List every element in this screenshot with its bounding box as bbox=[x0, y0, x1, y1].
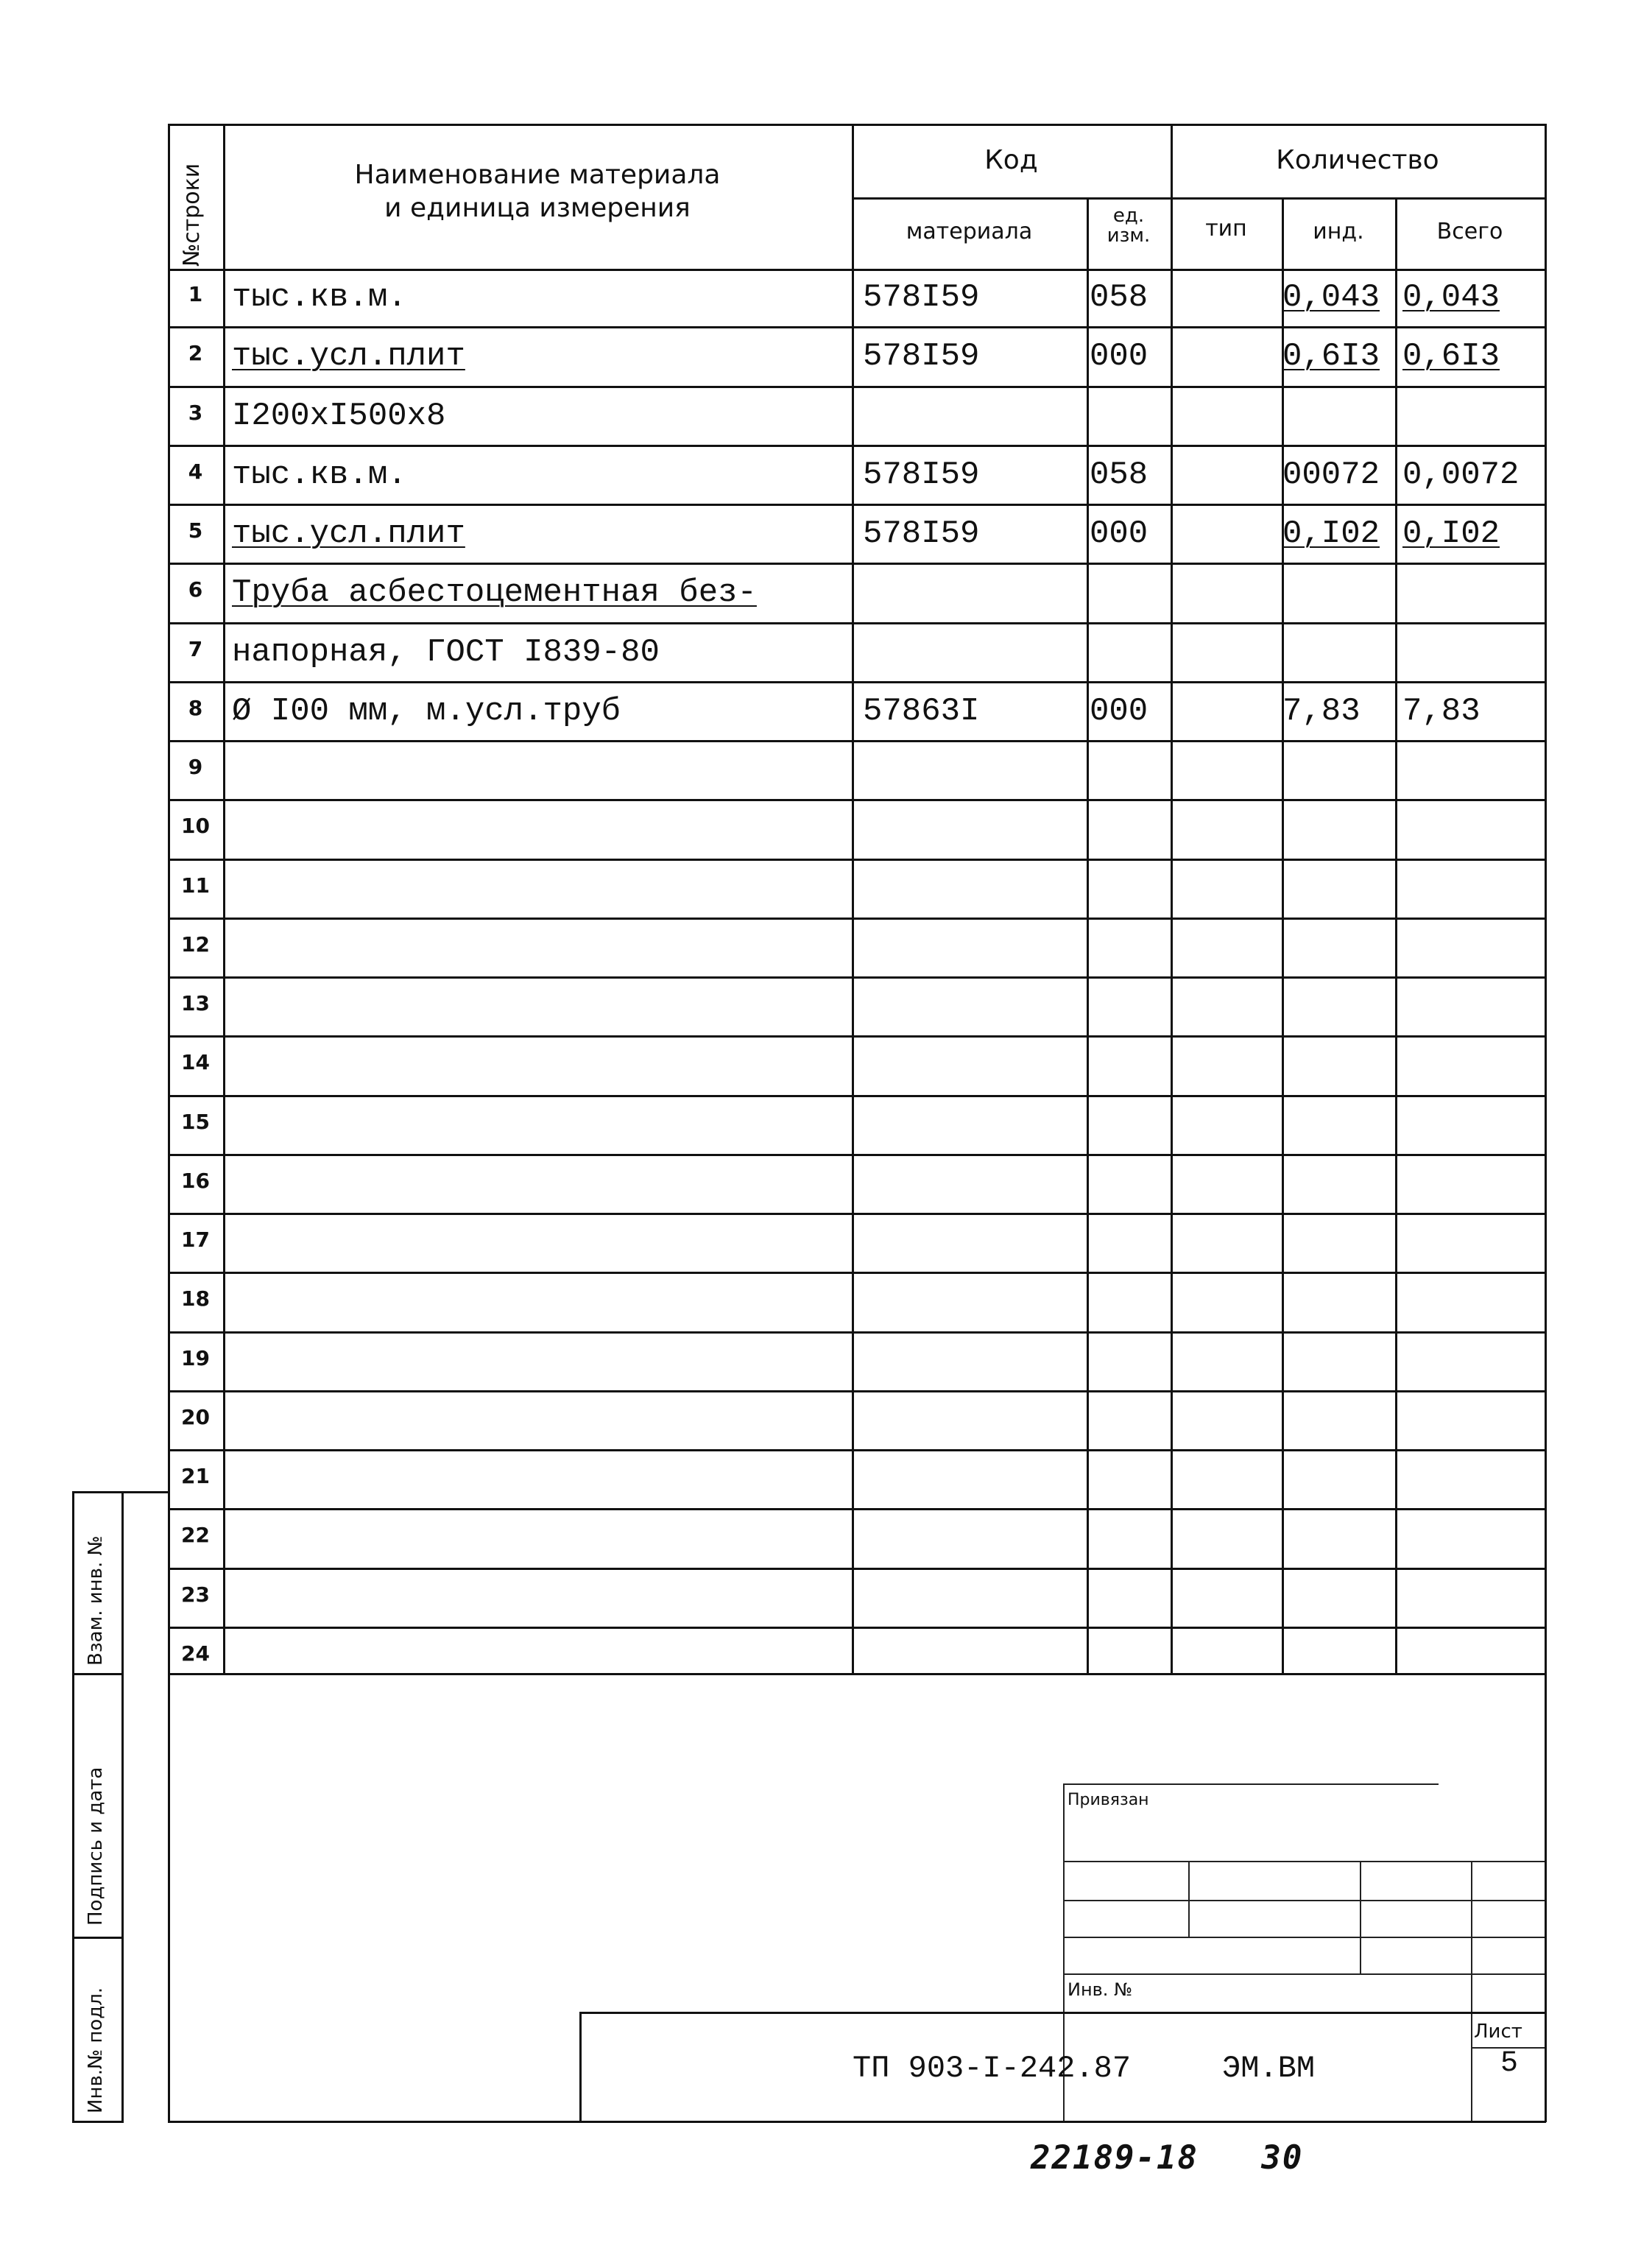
table-row bbox=[0, 1510, 1641, 1568]
table-row bbox=[0, 269, 1641, 328]
table-row bbox=[0, 1451, 1641, 1510]
row-number: 6 bbox=[188, 577, 203, 602]
material-name-cell: I200хI500х8 bbox=[232, 397, 446, 434]
unit-code-cell: 058 bbox=[1090, 279, 1148, 316]
stamp-podpis-data: Подпись и дата bbox=[85, 1767, 107, 1926]
row-number: 16 bbox=[181, 1168, 210, 1193]
row-number: 24 bbox=[181, 1641, 210, 1666]
row-number: 19 bbox=[181, 1345, 210, 1370]
code-header: Код bbox=[984, 145, 1038, 175]
qty-ind-header: инд. bbox=[1313, 219, 1364, 244]
unit-code-cell: 000 bbox=[1090, 338, 1148, 376]
qty-ind-cell: 0,043 bbox=[1282, 279, 1380, 316]
row-number: 11 bbox=[181, 873, 210, 898]
row-number: 10 bbox=[181, 814, 210, 839]
table-row bbox=[0, 387, 1641, 446]
qty-ind-cell: 7,83 bbox=[1282, 692, 1361, 730]
material-code-cell: 578I59 bbox=[863, 515, 980, 552]
table-row bbox=[0, 1096, 1641, 1155]
table-row bbox=[0, 1214, 1641, 1273]
table-row bbox=[0, 1569, 1641, 1628]
sheet-label: Лист bbox=[1474, 2021, 1522, 2043]
row-number: 9 bbox=[188, 755, 203, 779]
row-number: 1 bbox=[188, 282, 203, 306]
material-name-header-line2: и единица измерения bbox=[384, 193, 691, 223]
row-number: 18 bbox=[181, 1286, 210, 1311]
row-number: 8 bbox=[188, 695, 203, 720]
material-name-cell: Труба асбестоцементная без- bbox=[232, 574, 757, 612]
material-name-cell: напорная, ГОСТ I839-80 bbox=[232, 633, 660, 671]
qty-total-cell: 0,6I3 bbox=[1402, 338, 1500, 376]
material-name-cell: тыс.кв.м. bbox=[232, 279, 407, 316]
table-row bbox=[0, 800, 1641, 859]
qty-total-cell: 0,043 bbox=[1402, 279, 1500, 316]
material-code-cell: 578I59 bbox=[863, 338, 980, 376]
row-number: 13 bbox=[181, 991, 210, 1015]
qty-total-cell: 7,83 bbox=[1402, 692, 1481, 730]
row-number-header: №строки bbox=[179, 163, 205, 267]
table-row bbox=[0, 564, 1641, 623]
qty-total-cell: 0,0072 bbox=[1402, 456, 1520, 493]
sheet-number: 5 bbox=[1500, 2047, 1518, 2080]
row-number: 21 bbox=[181, 1464, 210, 1488]
row-number: 23 bbox=[181, 1582, 210, 1607]
unit-code-cell: 000 bbox=[1090, 515, 1148, 552]
material-name-header bbox=[223, 158, 852, 225]
material-name-cell: Ø I00 мм, м.усл.труб bbox=[232, 692, 621, 730]
qty-ind-cell: 00072 bbox=[1282, 456, 1380, 493]
code-unit-header: ед. изм. bbox=[1107, 205, 1151, 247]
privyazan-label: Привязан bbox=[1067, 1791, 1149, 1809]
row-number: 7 bbox=[188, 636, 203, 661]
inv-no-label: Инв. № bbox=[1067, 1979, 1133, 2000]
row-number: 17 bbox=[181, 1228, 210, 1252]
table-row bbox=[0, 1333, 1641, 1392]
qty-total-header: Всего bbox=[1436, 219, 1503, 244]
material-code-cell: 578I59 bbox=[863, 456, 980, 493]
material-name-cell: тыс.усл.плит bbox=[232, 338, 465, 376]
row-number: 5 bbox=[188, 518, 203, 543]
material-name-header-line1: Наименование материала bbox=[354, 160, 721, 190]
table-row bbox=[0, 1155, 1641, 1214]
row-number: 22 bbox=[181, 1523, 210, 1548]
table-row bbox=[0, 328, 1641, 387]
table-row bbox=[0, 919, 1641, 978]
row-number: 3 bbox=[188, 400, 203, 425]
row-number: 15 bbox=[181, 1109, 210, 1134]
qty-type-header: тип bbox=[1205, 216, 1247, 242]
table-row bbox=[0, 978, 1641, 1037]
archive-number: 22189-18 30 bbox=[1031, 2139, 1304, 2177]
qty-ind-cell: 0,I02 bbox=[1282, 515, 1380, 552]
qty-total-cell: 0,I02 bbox=[1402, 515, 1500, 552]
material-name-cell: тыс.усл.плит bbox=[232, 515, 465, 552]
row-number: 2 bbox=[188, 341, 203, 366]
material-code-cell: 57863I bbox=[863, 692, 980, 730]
material-code-cell: 578I59 bbox=[863, 279, 980, 316]
qty-ind-cell: 0,6I3 bbox=[1282, 338, 1380, 376]
quantity-header: Количество bbox=[1276, 145, 1439, 175]
table-row bbox=[0, 742, 1641, 800]
row-number: 14 bbox=[181, 1050, 210, 1075]
table-row bbox=[0, 1273, 1641, 1332]
table-row bbox=[0, 624, 1641, 683]
material-name-cell: тыс.кв.м. bbox=[232, 456, 407, 493]
table-row bbox=[0, 1037, 1641, 1096]
stamp-inv-podl: Инв.№ подл. bbox=[85, 1987, 107, 2113]
table-row bbox=[0, 1392, 1641, 1451]
row-number: 20 bbox=[181, 1404, 210, 1429]
document-section: ЭМ.ВМ bbox=[1222, 2051, 1316, 2086]
table-row bbox=[0, 505, 1641, 564]
stamp-vzam-inv: Взам. инв. № bbox=[85, 1535, 107, 1666]
table-row bbox=[0, 1628, 1641, 1687]
row-number: 4 bbox=[188, 459, 203, 484]
unit-code-cell: 000 bbox=[1090, 692, 1148, 730]
document-code: ТП 903-I-242.87 bbox=[853, 2051, 1132, 2086]
unit-code-cell: 058 bbox=[1090, 456, 1148, 493]
table-row bbox=[0, 446, 1641, 505]
code-material-header: материала bbox=[906, 219, 1033, 244]
row-number: 12 bbox=[181, 932, 210, 957]
table-row bbox=[0, 683, 1641, 742]
table-row bbox=[0, 860, 1641, 919]
